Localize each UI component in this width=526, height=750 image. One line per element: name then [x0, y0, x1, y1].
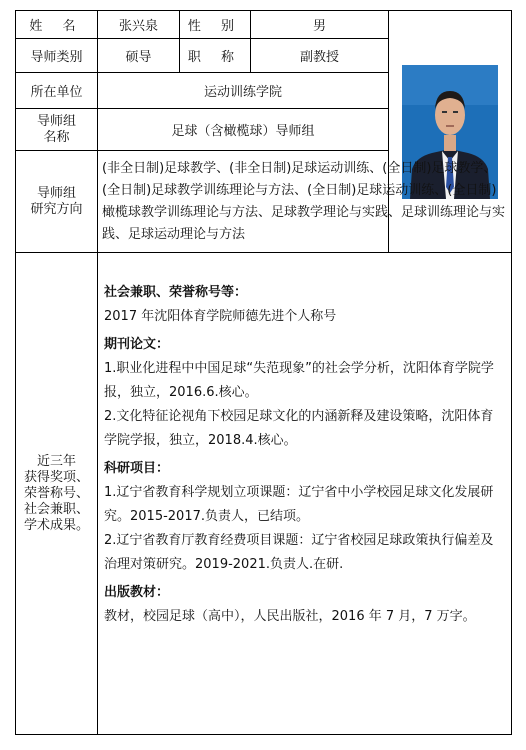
group-label-line2: 名称 [43, 129, 70, 145]
name-label: 姓 名 [16, 11, 98, 39]
type-value: 硕导 [98, 39, 180, 73]
title-label: 职 称 [180, 39, 251, 73]
project-item: 2.辽宁省教育厅教育经费项目课题：辽宁省校园足球政策执行偏差及治理对策研究。2019-2021.负责人.在研. [104, 533, 494, 572]
achv-label-line2: 获得奖项、 [23, 469, 89, 485]
achievements-content [98, 253, 512, 735]
gender-value: 男 [251, 11, 389, 39]
row-achievements [16, 253, 512, 735]
row-research [16, 151, 512, 253]
honor-item: 2017 年沈阳体育学院师德先进个人称号 [104, 309, 337, 324]
paper-item: 2.文化特征论视角下校园足球文化的内涵新释及建设策略，沈阳体育学院学报，独立，2018.4.核心。 [104, 409, 494, 448]
type-label: 导师类别 [16, 39, 98, 73]
research-label-line1: 导师组 [36, 185, 76, 201]
achievements-label [16, 253, 98, 735]
project-item: 1.辽宁省教育科学规划立项课题：辽宁省中小学校园足球文化发展研究。2015-2017.负责人，已结项。 [104, 485, 494, 524]
papers-heading: 期刊论文： [104, 337, 170, 352]
profile-table [15, 10, 512, 735]
group-value: 足球（含橄榄球）导师组 [98, 109, 389, 151]
paper-item: 1.职业化进程中中国足球“失范现象”的社会学分析，沈阳体育学院学报，独立，2016.6.核心。 [104, 361, 494, 400]
honors-heading: 社会兼职、荣誉称号等： [104, 285, 248, 300]
achv-label-line3: 荣誉称号、 [23, 485, 89, 501]
research-label [16, 151, 98, 253]
name-value: 张兴泉 [98, 11, 180, 39]
research-value: (非全日制)足球教学、(非全日制)足球运动训练、(全日制)足球教学、(全日制)足球教学训练理论与方法、(全日制)足球运动训练、(全日制)橄榄球教学训练理论与方法、足球教学理论与实践、足球训练理论与实践、足球运动理论与方法 [98, 151, 512, 253]
unit-value: 运动训练学院 [98, 73, 389, 109]
achv-label-line1: 近三年 [36, 453, 76, 469]
achv-label-line4: 社会兼职、 [23, 501, 89, 517]
book-item: 教材，校园足球（高中），人民出版社，2016 年 7 月，7 万字。 [104, 609, 476, 624]
group-label-line1: 导师组 [36, 113, 76, 129]
books-heading: 出版教材： [104, 585, 170, 600]
research-label-line2: 研究方向 [30, 201, 83, 217]
title-value: 副教授 [251, 39, 389, 73]
group-label [16, 109, 98, 151]
row-name [16, 11, 512, 39]
unit-label: 所在单位 [16, 73, 98, 109]
achv-label-line5: 学术成果。 [23, 517, 89, 533]
projects-heading: 科研项目： [104, 461, 170, 476]
gender-label: 性 别 [180, 11, 251, 39]
